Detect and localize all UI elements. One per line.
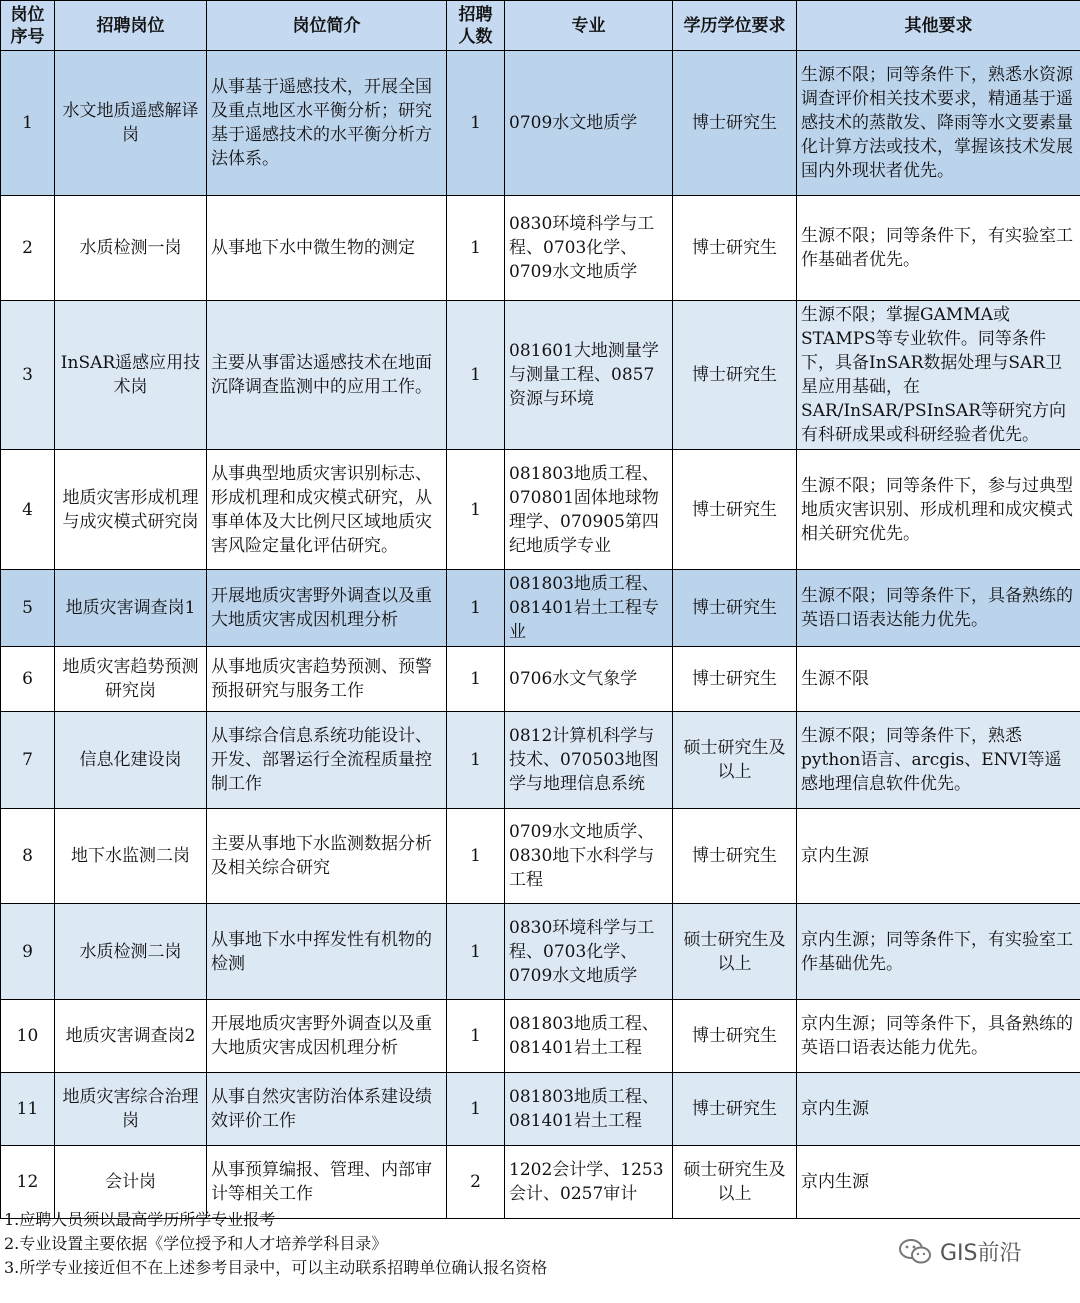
- cell-no: 5: [1, 570, 55, 647]
- header-row: [1, 1, 1080, 51]
- cell-no: 2: [1, 196, 55, 301]
- cell-post: 地下水监测二岗: [55, 809, 207, 904]
- header-major: 专业: [505, 1, 673, 51]
- cell-intro: 从事地下水中挥发性有机物的检测: [207, 904, 447, 1000]
- cell-other: 京内生源: [797, 1146, 1080, 1219]
- cell-other: 京内生源；同等条件下，具备熟练的英语口语表达能力优先。: [797, 1000, 1080, 1073]
- cell-degree: 博士研究生: [673, 301, 797, 450]
- table-row: [1, 196, 1080, 301]
- table-row: [1, 712, 1080, 809]
- cell-no: 11: [1, 1073, 55, 1146]
- cell-major: 081601大地测量学与测量工程、0857资源与环境: [505, 301, 673, 450]
- cell-count: 1: [447, 196, 505, 301]
- cell-post: InSAR遥感应用技术岗: [55, 301, 207, 450]
- cell-post: 地质灾害综合治理岗: [55, 1073, 207, 1146]
- cell-count: 1: [447, 301, 505, 450]
- cell-post: 信息化建设岗: [55, 712, 207, 809]
- cell-degree: 硕士研究生及以上: [673, 904, 797, 1000]
- cell-major: 0830环境科学与工程、0703化学、0709水文地质学: [505, 196, 673, 301]
- cell-degree: 博士研究生: [673, 196, 797, 301]
- cell-intro: 开展地质灾害野外调查以及重大地质灾害成因机理分析: [207, 1000, 447, 1073]
- cell-intro: 主要从事地下水监测数据分析及相关综合研究: [207, 809, 447, 904]
- cell-major: 081803地质工程、081401岩土工程专业: [505, 570, 673, 647]
- cell-intro: 从事典型地质灾害识别标志、形成机理和成灾模式研究，从事单体及大比例尺区域地质灾害风险定量化评估研究。: [207, 450, 447, 570]
- cell-major: 0706水文气象学: [505, 647, 673, 712]
- cell-post: 地质灾害趋势预测研究岗: [55, 647, 207, 712]
- header-post: 招聘岗位: [55, 1, 207, 51]
- table-row: [1, 1073, 1080, 1146]
- cell-no: 9: [1, 904, 55, 1000]
- cell-other: 生源不限: [797, 647, 1080, 712]
- cell-no: 6: [1, 647, 55, 712]
- cell-major: 0709水文地质学、0830地下水科学与工程: [505, 809, 673, 904]
- footnote-3: 3.所学专业接近但不在上述参考目录中，可以主动联系招聘单位确认报名资格: [4, 1258, 548, 1277]
- cell-intro: 开展地质灾害野外调查以及重大地质灾害成因机理分析: [207, 570, 447, 647]
- cell-major: 0709水文地质学: [505, 51, 673, 196]
- cell-other: 京内生源: [797, 809, 1080, 904]
- table-row: [1, 301, 1080, 450]
- cell-post: 水质检测一岗: [55, 196, 207, 301]
- table-row: [1, 450, 1080, 570]
- cell-major: 081803地质工程、081401岩土工程: [505, 1000, 673, 1073]
- cell-degree: 博士研究生: [673, 647, 797, 712]
- cell-no: 1: [1, 51, 55, 196]
- cell-count: 1: [447, 712, 505, 809]
- cell-degree: 硕士研究生及以上: [673, 712, 797, 809]
- cell-count: 1: [447, 809, 505, 904]
- wechat-icon: [898, 1238, 932, 1266]
- cell-post: 地质灾害调查岗2: [55, 1000, 207, 1073]
- cell-major: 0830环境科学与工程、0703化学、0709水文地质学: [505, 904, 673, 1000]
- cell-other: 生源不限；同等条件下，熟悉水资源调查评价相关技术要求，精通基于遥感技术的蒸散发、降雨等水文要素量化计算方法或技术，掌握该技术发展国内外现状者优先。: [797, 51, 1080, 196]
- cell-intro: 从事基于遥感技术，开展全国及重点地区水平衡分析；研究基于遥感技术的水平衡分析方法体系。: [207, 51, 447, 196]
- header-no: 岗位序号: [1, 1, 55, 51]
- cell-other: 生源不限；同等条件下，具备熟练的英语口语表达能力优先。: [797, 570, 1080, 647]
- cell-other: 生源不限；同等条件下，有实验室工作基础者优先。: [797, 196, 1080, 301]
- cell-count: 1: [447, 647, 505, 712]
- cell-other: 生源不限；同等条件下，熟悉python语言、arcgis、ENVI等遥感地理信息软件优先。: [797, 712, 1080, 809]
- cell-degree: 博士研究生: [673, 1000, 797, 1073]
- cell-post: 水质检测二岗: [55, 904, 207, 1000]
- cell-degree: 博士研究生: [673, 450, 797, 570]
- watermark: [898, 1236, 1022, 1267]
- footnote-2: 2.专业设置主要依据《学位授予和人才培养学科目录》: [4, 1234, 388, 1253]
- cell-intro: 从事综合信息系统功能设计、开发、部署运行全流程质量控制工作: [207, 712, 447, 809]
- table-row: [1, 809, 1080, 904]
- cell-degree: 博士研究生: [673, 1073, 797, 1146]
- cell-count: 1: [447, 450, 505, 570]
- cell-count: 1: [447, 1000, 505, 1073]
- cell-no: 3: [1, 301, 55, 450]
- cell-count: 1: [447, 51, 505, 196]
- cell-intro: 从事预算编报、管理、内部审计等相关工作: [207, 1146, 447, 1219]
- cell-major: 1202会计学、1253会计、0257审计: [505, 1146, 673, 1219]
- cell-no: 10: [1, 1000, 55, 1073]
- cell-post: 地质灾害调查岗1: [55, 570, 207, 647]
- table-row: [1, 51, 1080, 196]
- table-row: [1, 1000, 1080, 1073]
- table-row: [1, 570, 1080, 647]
- cell-count: 1: [447, 1073, 505, 1146]
- cell-count: 1: [447, 570, 505, 647]
- cell-no: 7: [1, 712, 55, 809]
- cell-no: 8: [1, 809, 55, 904]
- watermark-text: GIS前沿: [940, 1241, 1022, 1266]
- cell-post: 会计岗: [55, 1146, 207, 1219]
- cell-count: 1: [447, 904, 505, 1000]
- cell-post: 水文地质遥感解译岗: [55, 51, 207, 196]
- header-intro: 岗位简介: [207, 1, 447, 51]
- cell-intro: 从事地下水中微生物的测定: [207, 196, 447, 301]
- table-row: [1, 647, 1080, 712]
- cell-other: 京内生源: [797, 1073, 1080, 1146]
- cell-degree: 博士研究生: [673, 51, 797, 196]
- cell-other: 生源不限；同等条件下，参与过典型地质灾害识别、形成机理和成灾模式相关研究优先。: [797, 450, 1080, 570]
- cell-no: 12: [1, 1146, 55, 1219]
- cell-intro: 从事地质灾害趋势预测、预警预报研究与服务工作: [207, 647, 447, 712]
- cell-other: 京内生源；同等条件下，有实验室工作基础优先。: [797, 904, 1080, 1000]
- cell-no: 4: [1, 450, 55, 570]
- cell-degree: 博士研究生: [673, 809, 797, 904]
- table-row: [1, 904, 1080, 1000]
- footnote-1: 1.应聘人员须以最高学历所学专业报考: [4, 1210, 276, 1229]
- cell-degree: 硕士研究生及以上: [673, 1146, 797, 1219]
- cell-major: 081803地质工程、081401岩土工程: [505, 1073, 673, 1146]
- header-other: 其他要求: [797, 1, 1080, 51]
- cell-other: 生源不限；掌握GAMMA或STAMPS等专业软件。同等条件下，具备InSAR数据处理与SAR卫星应用基础，在SAR/InSAR/PSInSAR等研究方向有科研成果或科研经验者优先。: [797, 301, 1080, 450]
- cell-intro: 主要从事雷达遥感技术在地面沉降调查监测中的应用工作。: [207, 301, 447, 450]
- cell-major: 081803地质工程、070801固体地球物理学、070905第四纪地质学专业: [505, 450, 673, 570]
- header-count: 招聘人数: [447, 1, 505, 51]
- cell-degree: 博士研究生: [673, 570, 797, 647]
- cell-intro: 从事自然灾害防治体系建设绩效评价工作: [207, 1073, 447, 1146]
- cell-major: 0812计算机科学与技术、070503地图学与地理信息系统: [505, 712, 673, 809]
- cell-count: 2: [447, 1146, 505, 1219]
- cell-post: 地质灾害形成机理与成灾模式研究岗: [55, 450, 207, 570]
- header-degree: 学历学位要求: [673, 1, 797, 51]
